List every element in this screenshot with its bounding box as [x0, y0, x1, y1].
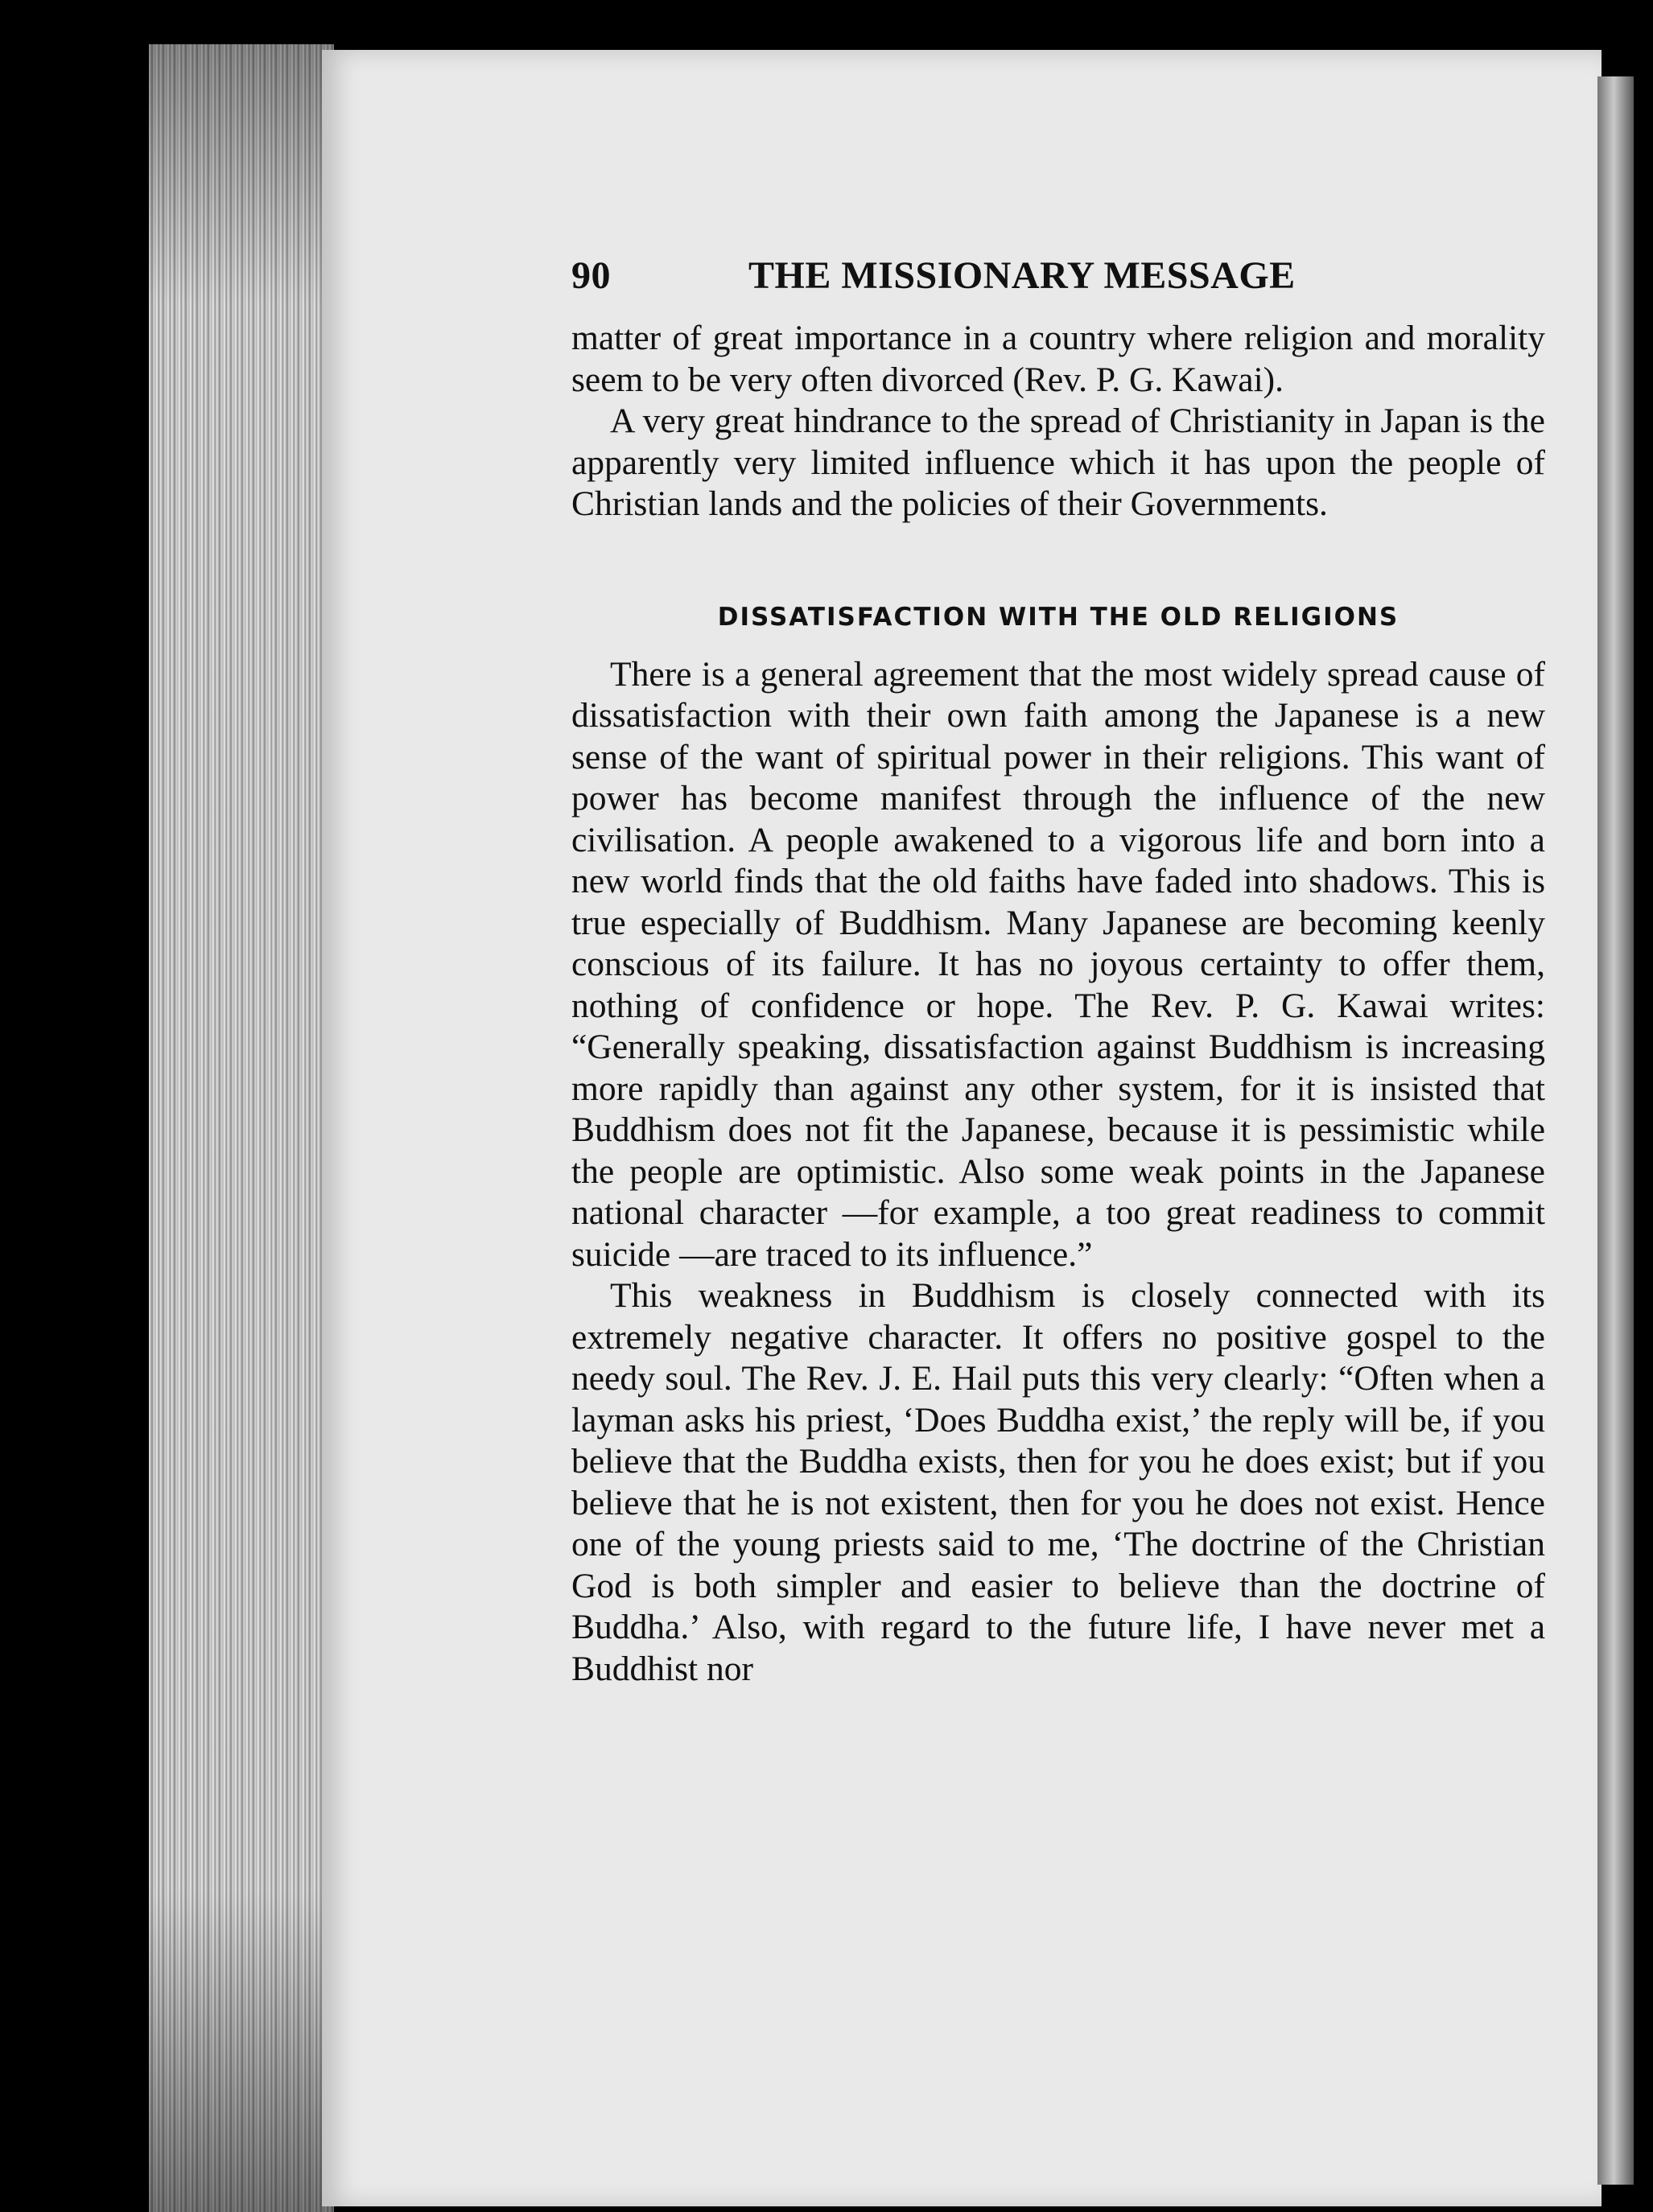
paragraph: matter of great importance in a country where religion and morality seem to be very often divorced (Rev. P. G. Kawai). — [571, 319, 1545, 399]
page-header — [571, 253, 1545, 318]
page-edges-stack — [149, 44, 334, 2212]
text-block — [571, 253, 1545, 1690]
right-book-edge — [1597, 76, 1634, 2185]
paragraph: A very great hindrance to the spread of Christianity in Japan is the apparently very limited influence which it has upon the people of Christian lands and the policies of their Governments. — [571, 402, 1545, 523]
section-heading: DISSATISFACTION WITH THE OLD RELIGIONS — [717, 602, 1399, 632]
page-number: 90 — [571, 254, 611, 297]
paragraph: There is a general agreement that the most widely spread cause of dissatisfaction with their own faith among the Japanese is a new sense of the want of spiritual power in their religions. This want of power has become manifest through the influence of the new civilisation. A people awakened to a vigorous life and born into a new world finds that the old faiths have faded into shadows. This is true especially of Buddhism. Many Japanese are becoming keenly conscious of its failure. It has no joyous certainty to offer them, nothing of confidence or hope. The Rev. P. G. Kawai writes: “Generally speaking, dissatisfaction against Buddhism is increasing more rapidly than against any other system, for it is insisted that Buddhism does not fit the Japanese, because it is pessimistic while the people are optimistic. Also some weak points in the Japanese national character —for example, a too great readiness to commit suicide —are traced to its influence.” — [571, 654, 1545, 1274]
running-head: THE MISSIONARY MESSAGE — [748, 254, 1296, 297]
paragraph: This weakness in Buddhism is closely connected with its extremely negative character. It offers no positive gospel to the needy soul. The Rev. J. E. Hail puts this very clearly: “Often when a layman asks his priest, ‘Does Buddha exist,’ the reply will be, if you believe that the Buddha exists, then for you he does exist; but if you believe that he is not existent, then for you he does not exist. Hence one of the young priests said to me, ‘The doctrine of the Christian God is both simpler and easier to believe than the doctrine of Buddha.’ Also, with regard to the future life, I have never met a Buddhist nor — [571, 1276, 1545, 1688]
